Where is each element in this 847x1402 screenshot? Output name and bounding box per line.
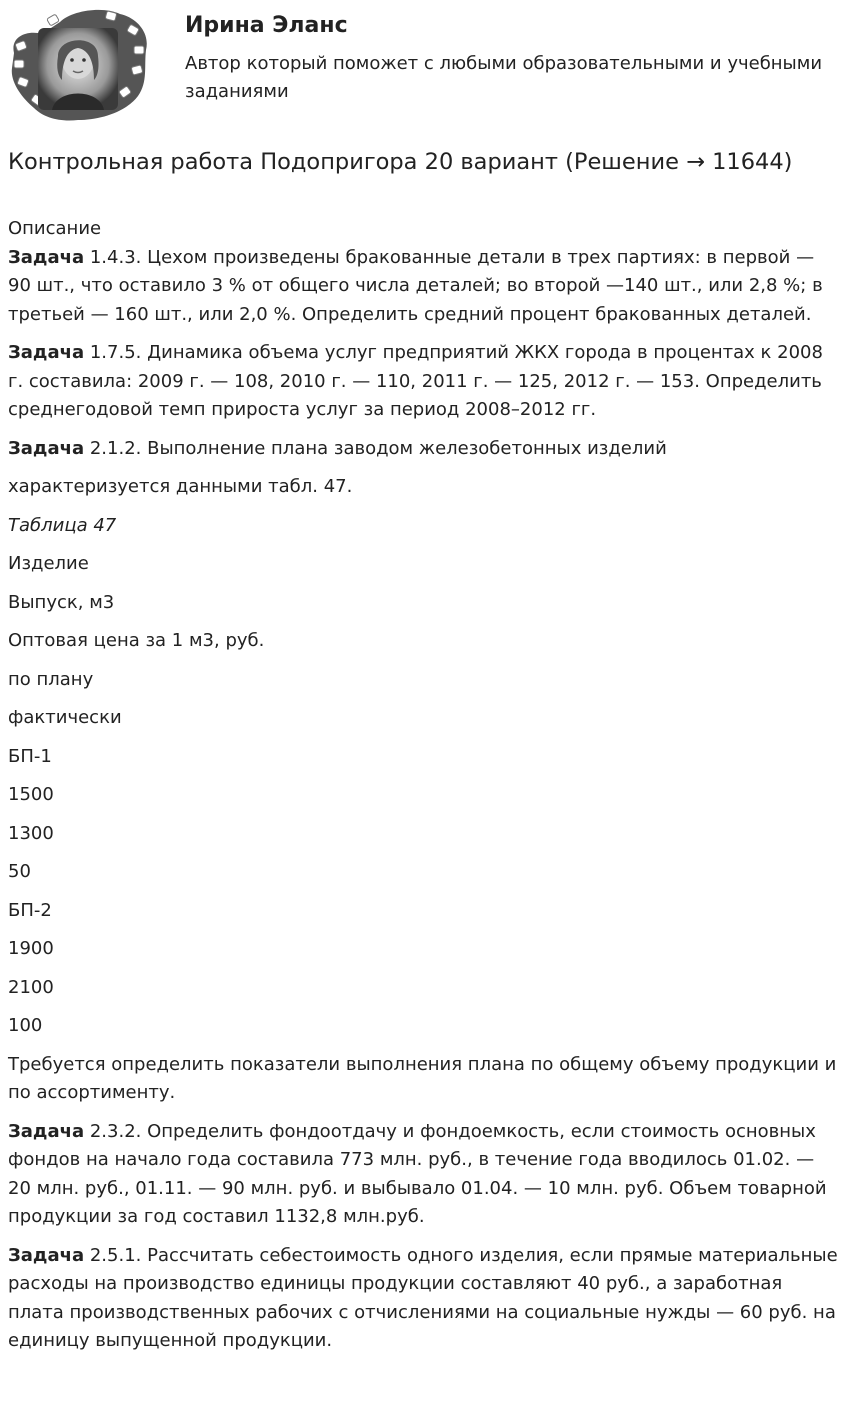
table-cell: 100 bbox=[8, 1015, 43, 1036]
table-cell: БП-1 bbox=[8, 745, 52, 767]
author-name[interactable]: Ирина Эланс bbox=[185, 13, 348, 38]
task-3-requirement: Требуется определить показатели выполнения плана по общему объему продукции и по ассортименту. bbox=[8, 1053, 837, 1103]
task-label: Задача bbox=[8, 342, 85, 363]
task-3-continuation: характеризуется данными табл. 47. bbox=[8, 476, 353, 497]
table-header-cell: Оптовая цена за 1 м3, руб. bbox=[8, 630, 265, 651]
table-caption: Таблица 47 bbox=[8, 514, 117, 536]
author-card bbox=[8, 8, 839, 128]
task-label: Задача bbox=[8, 437, 85, 459]
task-label: Задача bbox=[8, 1120, 85, 1142]
table-header-cell: Выпуск, м3 bbox=[8, 591, 115, 613]
task-4 bbox=[8, 1118, 839, 1232]
task-3 bbox=[8, 435, 839, 474]
task-text: 2.1.2. Выполнение плана заводом железобетонных изделий bbox=[84, 437, 667, 459]
task-label: Задача bbox=[8, 1244, 85, 1266]
task-text: 1.4.3. Цехом произведены бракованные детали в трех партиях: в первой — 90 шт., что оставило 3 % от общего числа деталей; во второй —140 шт., или 2,8 %; в третьей — 160 шт., или 2,0 %. Определить средний процент бракованных деталей. bbox=[8, 246, 823, 325]
task-text: 1.7.5. Динамика объема услуг предприятий ЖКХ города в процентах к 2008 г. составила: 2009 г. — 108, 2010 г. — 110, 2011 г. — 125, 2012 г. — 153. Определить среднегодовой темп прироста услуг за период 2008–2012 гг. bbox=[8, 342, 823, 420]
author-avatar bbox=[8, 8, 150, 126]
table-cell: 50 bbox=[8, 861, 31, 882]
author-description: Автор который поможет с любыми образовательными и учебными заданиями bbox=[185, 53, 823, 102]
table-cell: БП-2 bbox=[8, 899, 52, 921]
table-header-cell: фактически bbox=[8, 707, 122, 728]
task-2 bbox=[8, 339, 839, 425]
table-header-cell: Изделие bbox=[8, 553, 89, 574]
table-cell: 2100 bbox=[8, 976, 54, 998]
task-text: 2.3.2. Определить фондоотдачу и фондоемкость, если стоимость основных фондов на начало года составила 773 млн. руб., в течение года вводилось 01.02. — 20 млн. руб., 01.11. — 90 млн. руб. и выбывало 01.04. — 10 млн. руб. Объем товарной продукции за год составил 1132,8 млн.руб. bbox=[8, 1120, 827, 1227]
table-cell: 1500 bbox=[8, 784, 54, 805]
table-cell: 1300 bbox=[8, 822, 54, 844]
table-header-cell: по плану bbox=[8, 668, 94, 690]
table-cell: 1900 bbox=[8, 938, 54, 959]
task-5 bbox=[8, 1242, 839, 1356]
description-section bbox=[8, 215, 839, 1366]
task-text: 2.5.1. Рассчитать себестоимость одного изделия, если прямые материальные расходы на производство единицы продукции составляют 40 руб., а заработная плата производственных рабочих с отчислениями на социальные нужды — 60 руб. на единицу выпущенной продукции. bbox=[8, 1244, 838, 1351]
description-label: Описание bbox=[8, 218, 102, 239]
page-title: Контрольная работа Подопригора 20 вариант (Решение → 11644) bbox=[8, 149, 793, 175]
task-1 bbox=[8, 244, 839, 330]
task-label: Задача bbox=[8, 246, 85, 268]
